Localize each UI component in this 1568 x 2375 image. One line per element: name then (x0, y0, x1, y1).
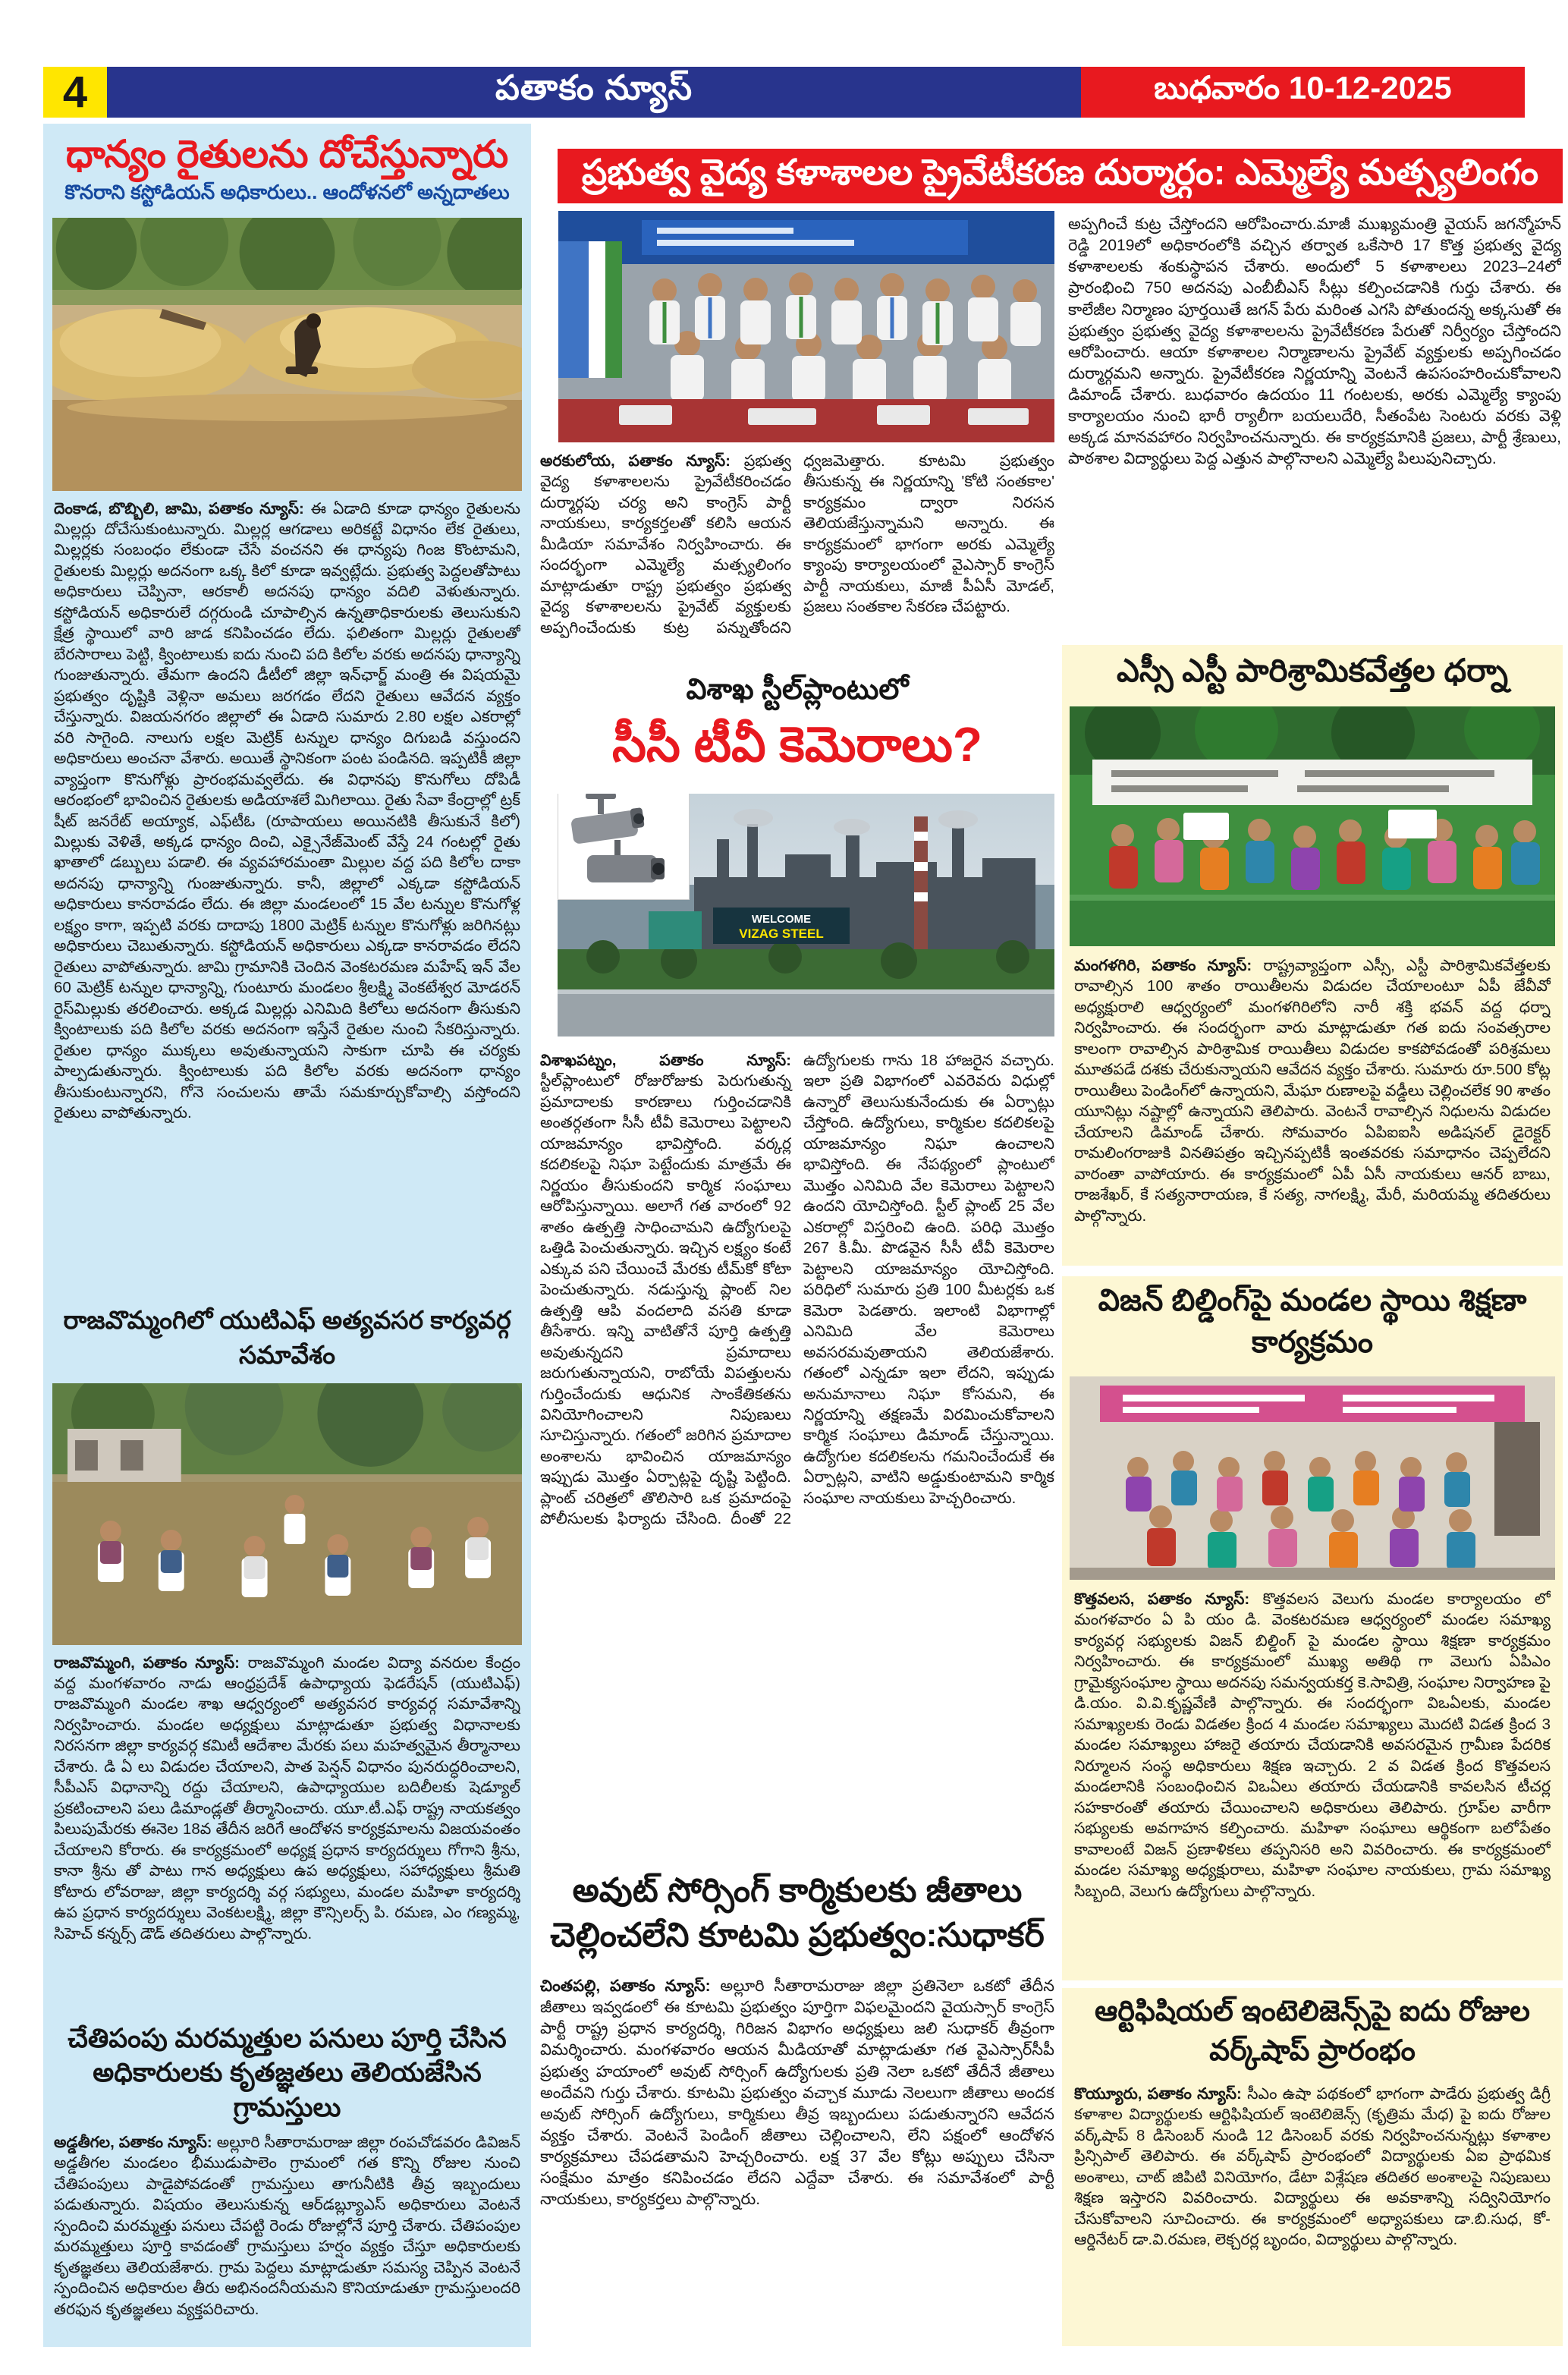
cctv-cameras-graphic (558, 794, 690, 900)
dateline: కొత్తవలస, పతాకం న్యూస్: (1074, 1590, 1250, 1608)
training-session-illustration (1070, 1376, 1555, 1580)
article-paddy-headline: ధాన్యం రైతులను దోచేస్తున్నారు (65, 133, 509, 175)
article-handpump-headline: చేతిపంపు మరమ్మత్తుల పనులు పూర్తి చేసిన అధికారులకు కృతజ్ఞతలు తెలియజేసిన గ్రామస్తులు (68, 2023, 507, 2122)
masthead-title: పతాకం న్యూస్ (107, 67, 1081, 118)
salary-headline: అవుట్ సోర్సింగ్ కార్మికులకు జీతాలు చెల్లించలేని కూటమి ప్రభుత్వం:సుధాకర్ (550, 1872, 1045, 1955)
steel-sign-welcome: WELCOME (751, 913, 812, 926)
article-paddy-subhead: కొనరాని కస్టోడియన్ అధికారులు.. ఆందోళనలో అన్నదాతలు (64, 180, 510, 203)
dharna-article-card (1062, 645, 1563, 1266)
main-headline-bar: ప్రభుత్వ వైద్య కళాశాలల ప్రైవేటీకరణ దుర్మార్గం: ఎమ్మెల్యే మత్స్యలింగం (558, 149, 1563, 203)
dharna-headline: ఎస్సీ ఎస్టీ పారిశ్రామికవేత్తల ధర్నా (1117, 653, 1508, 688)
dateline: దెంకాడ, బొబ్బిలి, జామి, పతాకం న్యూస్: (54, 499, 304, 517)
dharna-protest-photo (1070, 706, 1555, 946)
training-session-photo (1070, 1376, 1555, 1580)
dateline: చింతపల్లి, పతాకం న్యూస్: (540, 1977, 711, 1995)
dharna-protest-illustration (1070, 706, 1555, 946)
paddy-field-illustration (52, 218, 522, 491)
steel-sign-name: VIZAG STEEL (739, 926, 824, 941)
ai-workshop-article-card (1062, 1988, 1563, 2346)
main-article-body: అరకులోయ, పతాకం న్యూస్: ప్రభుత్వ వైద్య కళాశాలలను ప్రైవేటీకరించడం దుర్మార్గపు చర్య అని కాంగ్రెస్ పార్టీ నాయకులు, కార్యకర్తలతో కలిసి ఆయన మీడియా సమావేశం నిర్వహించారు. ఈ సందర్భంగా ఎమ్మెల్యే మత్స్యలింగం మాట్లాడుతూ రాష్ట్ర ప్రభుత్వం ప్రభుత్వ వైద్య కళాశాలలను ప్రైవేట్ వ్యక్తులకు అప్పగించేందుకు కుట్ర పన్నుతోందని ధ్వజమెత్తారు. కూటమి ప్రభుత్వం తీసుకున్న ఈ నిర్ణయాన్ని 'కోటి సంతకాల' కార్యక్రమం ద్వారా నిరసన తెలియజేస్తున్నామని అన్నారు. ఈ కార్యక్రమంలో భాగంగా అరకు ఎమ్మెల్యే క్యాంపు కార్యాలయంలో వైఎస్సార్ కాంగ్రెస్ పార్టీ నాయకులు, మాజీ పీఏసీ మోడల్, ప్రజలు సంతకాల సేకరణ చేపట్టారు. (540, 452, 1054, 637)
article-utf-body: రాజవొమ్మంగి, పతాకం న్యూస్: రాజవొమ్మంగి మండల విద్యా వనరుల కేంద్రం వద్ద మంగళవారం నాడు ఆంధ్రప్రదేశ్ ఉపాధ్యాయ ఫెడరేషన్ (యుటిఎఫ్) రాజవొమ్మంగి మండల శాఖ ఆధ్వర్యంలో అత్యవసర కార్యవర్గ సమావేశాన్ని నిర్వహించారు. మండల అధ్యక్షులు మాట్లాడుతూ ప్రభుత్వ విధానాలకు నిరసనగా జిల్లా కార్యవర్గ కమిటీ ఆదేశాల మేరకు పలు మహత్వమైన తీర్మానాలు చేశారు. డి ఏ లు విడుదల చేయాలని, పాత పెన్షన్ విధానం పునరుద్ధరించాలని, సీపీఎస్ విధానాన్ని రద్దు చేయాలని, ఉపాధ్యాయుల బదిలీలకు షెడ్యూల్ ప్రకటించాలని పలు డిమాండ్లతో తీర్మానించారు. యూ.టీ.ఎఫ్ రాష్ట్ర నాయకత్వం పిలుపుమేరకు ఈనెల 18వ తేదీన జరిగే ఆందోళన కార్యక్రమాలను విజయవంతం చేయాలని కోరారు. ఈ కార్యక్రమంలో అధ్యక్ష ప్రధాన కార్యదర్శులు గోగాని శ్రీను, కానా శ్రీను తో పాటు గాన అధ్యక్షులు ఉప అధ్యక్షులు, సహాధ్యక్షులు శ్రీమతి కోటారు లోవరాజు, జిల్లా కార్యదర్శి వర్గ సభ్యులు, మండల మహిళా కార్యదర్శి ఉప ప్రధాన కార్యదర్శులు వెంకటలక్ష్మి, జిల్లా కౌన్సిలర్స్ పి. రమణ, ఎం గణ్యమ్మ, సిహెచ్ కన్నర్స్ డౌడ్ తదితరులు పాల్గొన్నారు. (54, 1653, 520, 1942)
dateline: మంగళగిరి, పతాకం న్యూస్: (1074, 957, 1252, 974)
vizag-steel-plant-photo (558, 794, 1054, 1037)
dateline: విశాఖపట్నం, పతాకం న్యూస్: (540, 1052, 791, 1069)
left-column (43, 124, 531, 2347)
salary-article-body: చింతపల్లి, పతాకం న్యూస్: అల్లూరి సీతారామరాజు జిల్లా ప్రతినెలా ఒకటో తేదీన జీతాలు ఇవ్వడంలో ఈ కూటమి ప్రభుత్వం పూర్తిగా విఫలమైందని వైయస్సార్ కాంగ్రెస్ పార్టీ రాష్ట్ర ప్రధాన కార్యదర్శి, గిరిజన విభాగం అధ్యక్షులు జలి సుధాకర్ తీవ్రంగా విమర్శించారు. మంగళవారం ఆయన మీడియాతో మాట్లాడుతూ గత వైఎస్సార్‌సీపీ ప్రభుత్వ హయాంలో అవుట్ సోర్సింగ్ ఉద్యోగులకు ప్రతి నెలా ఒకటో తేదీనే జీతాలు అందేవని గుర్తు చేశారు. కూటమి ప్రభుత్వం వచ్చాక మూడు నెలలుగా జీతాలు అందక అవుట్ సోర్సింగ్ ఉద్యోగులు, కార్మికులు తీవ్ర ఇబ్బందులు పడుతున్నారని ఆవేదన వ్యక్తం చేశారు. వెంటనే పెండింగ్ జీతాలు చెల్లించాలని, లేని పక్షంలో ఆందోళన కార్యక్రమాలు చేపడతామని హెచ్చరించారు. లక్ష 37 వేల కోట్లు అప్పులు చేసినా సంక్షేమం మాత్రం కనిపించడం లేదని ఎద్దేవా చేశారు. ఈ సమావేశంలో పార్టీ నాయకులు, కార్యకర్తలు పాల్గొన్నారు. (540, 1977, 1054, 2209)
page-header (43, 67, 1525, 118)
date-banner: బుధవారం 10-12-2025 (1081, 67, 1525, 118)
article-paddy-body: దెంకాడ, బొబ్బిలి, జామి, పతాకం న్యూస్: ఈ ఏడాది కూడా ధాన్యం రైతులను మిల్లర్లు దోచేసుకుంటున్నారు. మిల్లర్ల ఆగడాలు అరికట్టే విధానం లేక రైతులు, మిల్లర్లకు సంబంధం లేకుండా చేసే వంచనని ఈ ధాన్యపు గింజ కొంటామని, రైతులకు మిల్లర్లు అదనంగా ఒక్క కిలో కూడా ఇవ్వట్లేదు. ప్రభుత్వ పెద్దలతోపాటు అధికారులు చెప్పినా, ఆరకాలీ అదనపు ధాన్యం వదిలి వెళుతున్నారు. కస్టోడియన్ అధికారులే దగ్గరుండి చూపాల్సిన ఉన్నతాధికారులకు తెలుసుకుని క్షేత్ర స్థాయిలో వారి జాడ కనిపించడం లేదు. ఫలితంగా మిల్లర్లు రైతులతో బేరసారాలు పెట్టి, క్వింటాలుకు ఐదు నుంచి పది కిలోల వరకు అదనపు ధాన్యాన్ని గుంజుతున్నారు. తేమగా ఉందని డీటీలో జిల్లా ఇన్‌ఛార్జ్ మంత్రి ఈ విషయమై ప్రభుత్వం దృష్టికి వెళ్లినా అమలు జరగడం లేదని రైతులు ఆవేదన వ్యక్తం చేస్తున్నారు. విజయనగరం జిల్లాలో ఈ ఏడాది సుమారు 2.80 లక్షల ఎకరాల్లో వరి సాగైంది. నాలుగు లక్షల మెట్రిక్ టన్నుల ధాన్యం దిగుబడి వస్తుందని అధికారులు అంచనా వేశారు. అయితే స్థానికంగా పంట పండినది. ఇప్పటికీ జిల్లా వ్యాప్తంగా కొనుగోళ్లు ప్రారంభమవ్వలేదు. ఈ విధానపు కొనుగోలు దోపిడీ ఆరంభంలో భావించిన రైతులకు అడియాశలే మిగిలాయి. రైతు సేవా కేంద్రాల్లో ట్రక్ షీట్ జనరేట్ అయ్యాక, ఎఫ్‌టీఓ (రూపాయలు అయినటికి తీసుకునే కిలో) మిల్లుకు వెళితే, అక్కడ ధాన్యం దించి, ఎక్సైనేజ్‌మెంట్ వేస్తే 24 గంటల్లో రైతు ఖాతాలో డబ్బులు పడాలి. ఈ వ్యవహారమంతా మిల్లుల వద్ద పది కిలోల దాకా అదనపు ధాన్యాన్ని గుంజుతున్నారు. కానీ, జిల్లాలో ఎక్కడా కస్టోడియన్ అధికారులు కానరావడం లేదు. ఈ జిల్లా మండలంలో 15 వేల టన్నుల కొనుగోళ్ల లక్ష్యం కాగా, ఇప్పటి వరకు దాదాపు 1800 మెట్రిక్ టన్నుల కొనుగోళ్లు జరిగినట్లు అధికారులు చెబుతున్నారు. కస్టోడియన్ అధికారులు ఎక్కడా కానరావడం లేదని రైతులు వాపోతున్నారు. జామి గ్రామానికి చెందిన వెంకటరమణ మహేష్ ఇన్ వేల 60 మెట్రిక్ టన్నుల ధాన్యాన్ని, గుంటూరు మండలం శ్రీలక్ష్మి వెంకటేశ్వర మోడరన్ రైస్‌మిల్లుకు తరలించారు. అక్కడ మిల్లర్లు ఎనిమిది కిలోలు అదనంగా తీసుకుని క్వింటాలుకు పది కిలోల వరకు అదనంగా ఇస్తేనే రైతుల నుంచి సేకరిస్తున్నారు. రైతుల ధాన్యం ముక్కలు అవుతున్నాయని సాకుగా చూపి ఈ చర్యకు పాల్పడుతున్నారు. క్వింటాలుకు పది కిలోల వరకు అదనంగా ధాన్యం తీసుకుంటున్నారని, గోనె సంచులను తామే సమకూర్చుకోవాల్సి వస్తోందని రైతులు వాపోతున్నారు. (54, 499, 520, 1122)
training-article-body: కొత్తవలస, పతాకం న్యూస్: కొత్తవలస వెలుగు మండల కార్యాలయం లో మంగళవారం ఏ పి యం డి. వెంకటరమణ ఆధ్వర్యంలో మండల సమాఖ్య కార్యవర్గ సభ్యులకు విజన్ బిల్డింగ్ పై మండల స్థాయి శిక్షణా కార్యక్రమం నిర్వహించారు. ఈ కార్యక్రమంలో ముఖ్య అతిథి గా వెలుగు ఏపిఎం గ్రామైక్యసంఘాల స్థాయి అదనపు సమన్వయకర్త కె.సావిత్రి, సంఘాల నిర్వాహణ పై డి.యం. వి.వి.కృష్ణవేణి పాల్గొన్నారు. ఈ సందర్భంగా విఒఏలకు, మండల సమాఖ్యలకు రెండు విడతల క్రింద 4 మండల సమాఖ్యలు మొదటి విడత క్రింద 3 మండల సమాఖ్యలు హాజరై తయారు చేయడానికి అవసరమైన గ్రామీణ పేదరిక నిర్మూలన సంస్థ అధికారులు శిక్షణ ఇచ్చారు. 2 వ విడత క్రింద కొత్తవలస మండలానికి సంబంధించిన విఒఏలు తయారు చేయడానికి కావలసిన టీచర్ల సహకారంతో తయారు చేయించాలని అధికారులు తెలిపారు. గ్రూప్‌ల వారీగా సభ్యులకు అవగాహన కల్పించారు. మహిళా సంఘాలు ఆర్థికంగా బలోపేతం కావాలంటే విజన్ ప్రణాళికలు తప్పనిసరి అని వివరించారు. ఈ కార్యక్రమంలో మండల సమాఖ్య అధ్యక్షురాలు, మహిళా సంఘాల నాయకులు, గ్రామ సమాఖ్య సిబ్బంది, వెలుగు ఉద్యోగులు పాల్గొన్నారు. (1074, 1590, 1551, 1900)
dateline: అరకులోయ, పతాకం న్యూస్: (540, 452, 731, 470)
main-article-continuation: అప్పగించే కుట్ర చేస్తోందని ఆరోపించారు.మాజీ ముఖ్యమంత్రి వైయస్ జగన్మోహన్ రెడ్డి 2019లో అధికారంలోకి వచ్చిన తర్వాత ఒకేసారి 17 కొత్త ప్రభుత్వ వైద్య కళాశాలలకు శంకుస్థాపన చేశారు. అందులో 5 కళాశాలలు 2023–24లో ప్రారంభించి 750 అదనపు ఎంబీబీఎస్ సీట్లు కల్పించడానికి గుర్తు చేశారు. ఈ కాలేజీల నిర్మాణం పూర్తయితే జగన్ పేరు మరింత ఎగసి పోతుందన్న అక్కసుతో ఈ ప్రభుత్వం ప్రభుత్వ వైద్య కళాశాలలను ప్రైవేటీకరణ పేరుతో నిర్వీర్యం చేస్తోందని ఆరోపించారు. ఆయా కళాశాలల నిర్మాణాలను ప్రైవేట్ వ్యక్తులకు అప్పగించడం దుర్మార్గమని అన్నారు. ప్రైవేటీకరణ నిర్ణయాన్ని వెంటనే ఉపసంహరించుకోవాలని డిమాండ్ చేశారు. బుధవారం ఉదయం 11 గంటలకు, అరకు ఎమ్మెల్యే క్యాంపు కార్యాలయం నుంచి భారీ ర్యాలీగా బయలుదేరి, సీతంపేట సెంటరు వరకు వెళ్లి అక్కడ మానవహారం నిర్వహించనున్నారు. ఈ కార్యక్రమానికి ప్రజలు, పార్టీ శ్రేణులు, పాఠశాల విద్యార్థులు పెద్ద ఎత్తున పాల్గొనాలని ఎమ్మెల్యే పిలుపునిచ్చారు. (1068, 215, 1561, 468)
dateline: అడ్డతీగల, పతాకం న్యూస్: (54, 2134, 212, 2151)
ai-workshop-body: కొయ్యూరు, పతాకం న్యూస్: సీఎం ఉషా పథకంలో భాగంగా పాడేరు ప్రభుత్వ డిగ్రీ కళాశాల విద్యార్థులకు ఆర్టిఫిషియల్ ఇంటెలిజెన్స్ (కృత్రిమ మేధ) పై ఐదు రోజుల వర్క్‌షాప్ 8 డిసెంబర్ నుండి 12 డిసెంబర్ వరకు నిర్వహించనున్నట్లు కళాశాల ప్రిన్సిపాల్ తెలిపారు. ఈ వర్క్‌షాప్ ప్రారంభంలో విద్యార్థులకు ఏఐ ప్రాథమిక అంశాలు, చాట్ జిపిటి వినియోగం, డేటా విశ్లేషణ తదితర అంశాలపై నిపుణులు శిక్షణ ఇస్తారని వివరించారు. విద్యార్థులు ఈ అవకాశాన్ని సద్వినియోగం చేసుకోవాలని సూచించారు. ఈ కార్యక్రమంలో అధ్యాపకులు డా.బి.సుధ, కో-ఆర్డినేటర్ డా.వి.రమణ, లెక్చరర్ల బృందం, విద్యార్థులు పాల్గొన్నారు. (1074, 2085, 1551, 2249)
ai-workshop-headline: ఆర్టిఫిషియల్ ఇంటెలిజెన్స్‌పై ఐదు రోజుల వర్క్‌షాప్ ప్రారంభం (1095, 1996, 1530, 2067)
utf-meeting-photo (52, 1383, 522, 1645)
utf-meeting-illustration (52, 1383, 522, 1645)
training-article-card (1062, 1276, 1563, 1980)
paddy-field-photo (52, 218, 522, 491)
training-headline: విజన్ బిల్డింగ్‌పై మండల స్థాయి శిక్షణా కార్యక్రమం (1098, 1284, 1527, 1359)
cctv-headline: విశాఖ స్టీల్‌ప్లాంటులో సీసీ టీవీ కెమెరాలు? (611, 674, 983, 772)
dateline: రాజవొమ్మంగి, పతాకం న్యూస్: (54, 1653, 240, 1672)
article-handpump-body: అడ్డతీగల, పతాకం న్యూస్: అల్లూరి సీతారామరాజు జిల్లా రంపచోడవరం డివిజన్ అడ్డతీగల మండలం భీముడుపాలెం గ్రామంలో గత కొన్ని రోజుల నుంచి చేతిపంపులు పాడైపోవడంతో గ్రామస్తులు తాగునీటికి తీవ్ర ఇబ్బందులు పడుతున్నారు. విషయం తెలుసుకున్న ఆర్‌డబ్ల్యూఎస్ అధికారులు వెంటనే స్పందించి మరమ్మత్తు పనులు చేపట్టి రెండు రోజుల్లోనే పూర్తి చేశారు. చేతిపంపుల మరమ్మత్తులు పూర్తి కావడంతో గ్రామస్తులు హర్షం వ్యక్తం చేస్తూ అధికారులకు కృతజ్ఞతలు తెలియజేశారు. గ్రామ పెద్దలు మాట్లాడుతూ సమస్య చెప్పిన వెంటనే స్పందించిన అధికారుల తీరు అభినందనీయమని కొనియాడుతూ గ్రామస్తులందరి తరఫున కృతజ్ఞతలు వ్యక్తపరిచారు. (54, 2134, 520, 2318)
page-number: 4 (43, 67, 107, 118)
cctv-article-body: విశాఖపట్నం, పతాకం న్యూస్: స్టీల్‌ప్లాంటులో రోజురోజుకు పెరుగుతున్న ప్రమాదాలకు కారణాలు గుర్తించడానికి అంతర్గతంగా సీసీ టీవీ కెమెరాలు పెట్టాలని యాజమాన్యం భావిస్తోంది. వర్కర్ల కదలికలపై నిఘా పెట్టేందుకు మాత్రమే ఈ నిర్ణయం తీసుకుందని కార్మిక సంఘాలు ఆరోపిస్తున్నాయి. అలాగే గత వారంలో 92 శాతం ఉత్పత్తి సాధించామని ఉద్యోగులపై ఒత్తిడి పెంచుతున్నారు. ఇచ్చిన లక్ష్యం కంటే ఎక్కువ పని చేయించే మేరకు టీమ్‌కో కోటా పెంచుతున్నారు. నడుస్తున్న ప్లాంట్ నిల ఉత్పత్తి ఆపి వందలాది వసతి కూడా తీసేశారు. ఇన్ని వాటితోనే పూర్తి ఉత్పత్తి అవుతున్నదని ప్రమాదాలు జరుగుతున్నాయని, రాబోయే విపత్తులను గుర్తించేందుకు ఆధునిక సాంకేతికతను వినియోగించాలని నిపుణులు సూచిస్తున్నారు. గతంలో జరిగిన ప్రమాదాల అంశాలను భావించిన యాజమాన్యం ఇప్పుడు మొత్తం ఏర్పాట్లపై దృష్టి పెట్టింది. ప్లాంట్ చరిత్రలో తొలిసారి ఒక ప్రమాదంపై పోలీసులకు ఫిర్యాదు చేసింది. దీంతో 22 ఉద్యోగులకు గాను 18 హాజరైన వచ్చారు. ఇలా ప్రతి విభాగంలో ఎవరెవరు విధుల్లో ఉన్నారో తెలుసుకునేందుకు ఈ ఏర్పాట్లు చేస్తోంది. ఉద్యోగులు, కార్మికుల కదలికలపై యాజమాన్యం నిఘా ఉంచాలని భావిస్తోంది. ఈ నేపథ్యంలో ప్లాంటులో మొత్తం ఎనిమిది వేల కెమెరాలు పెట్టాలని ఉందని యోచిస్తోంది. స్టీల్ ప్లాంట్ 25 వేల ఎకరాల్లో విస్తరించి ఉంది. పరిధి మొత్తం 267 కి.మీ. పొడవైన సీసీ టీవీ కెమెరాల పెట్టాలని యాజమాన్యం యోచిస్తోంది. పరిధిలో సుమారు ప్రతి 100 మీటర్లకు ఒక కెమెరా పెడతారు. ఇలాంటి విభాగాల్లో ఎనిమిది వేల కెమెరాలు అవసరమవుతాయని తెలియజేశారు. గతంలో ఎన్నడూ ఇలా లేదని, ఇప్పుడు అనుమానాలు నిఘా కోసమని, ఈ నిర్ణయాన్ని తక్షణమే విరమించుకోవాలని కార్మిక సంఘాలు డిమాండ్ చేస్తున్నాయి. ఉద్యోగుల కదలికలను గమనించేందుకే ఈ ఏర్పాట్లని, వాటిని అడ్డుకుంటామని కార్మిక సంఘాల నాయకులు హెచ్చరించారు. (540, 1052, 1054, 1528)
ysrcp-meeting-photo (558, 211, 1054, 442)
article-utf-headline: రాజవొమ్మంగిలో యుటిఎఫ్ అత్యవసర కార్యవర్గ సమావేశం (63, 1305, 511, 1369)
dharna-article-body: మంగళగిరి, పతాకం న్యూస్: రాష్ట్రవ్యాప్తంగా ఎస్సీ, ఎస్టీ పారిశ్రామికవేత్తలకు రావాల్సిన 100 శాతం రాయితీలను విడుదల చేయాలంటూ ఏపీ జేవీవో అధ్యక్షురాలి ఆధ్వర్యంలో మంగళగిరిలోని నారీ శక్తి భవన్ వద్ద ధర్నా నిర్వహించారు. ఈ సందర్భంగా వారు మాట్లాడుతూ గత ఐదు సంవత్సరాల కాలంగా రావాల్సిన పారిశ్రామిక రాయితీలు విడుదల కాకపోవడంతో పరిశ్రమలు మూతపడే దశకు చేరుకున్నాయని ఆవేదన వ్యక్తం చేశారు. సుమారు రూ.500 కోట్ల రాయితీలు పెండింగ్‌లో ఉన్నాయని, మేఘా రుణాలపై వడ్డీలు చెల్లించలేక 90 శాతం యూనిట్లు నష్టాల్లో ఉన్నాయని తెలిపారు. వెంటనే రావాల్సిన నిధులను విడుదల చేయాలని డిమాండ్ చేశారు. సోమవారం ఏపిఐఐసి అడిషనల్ డైరెక్టర్ రామలింగరాజుకి వినతిపత్రం ఇచ్చినప్పటికీ ఇంతవరకు సమాధానం చెప్పలేదని వారంతా వాపోయారు. ఈ కార్యక్రమంలో ఏపీ ఏసీ నాయకులు ఆనర్ బాబు, రాజశేఖర్, కే సత్యనారాయణ, కే సత్య, నాగలక్ష్మి, మేరీ, మరియమ్మ తదితరులు పాల్గొన్నారు. (1074, 957, 1551, 1225)
cctv-camera-icon (558, 794, 689, 899)
ysrcp-meeting-illustration (558, 211, 1054, 442)
dateline: కొయ్యూరు, పతాకం న్యూస్: (1074, 2085, 1242, 2103)
